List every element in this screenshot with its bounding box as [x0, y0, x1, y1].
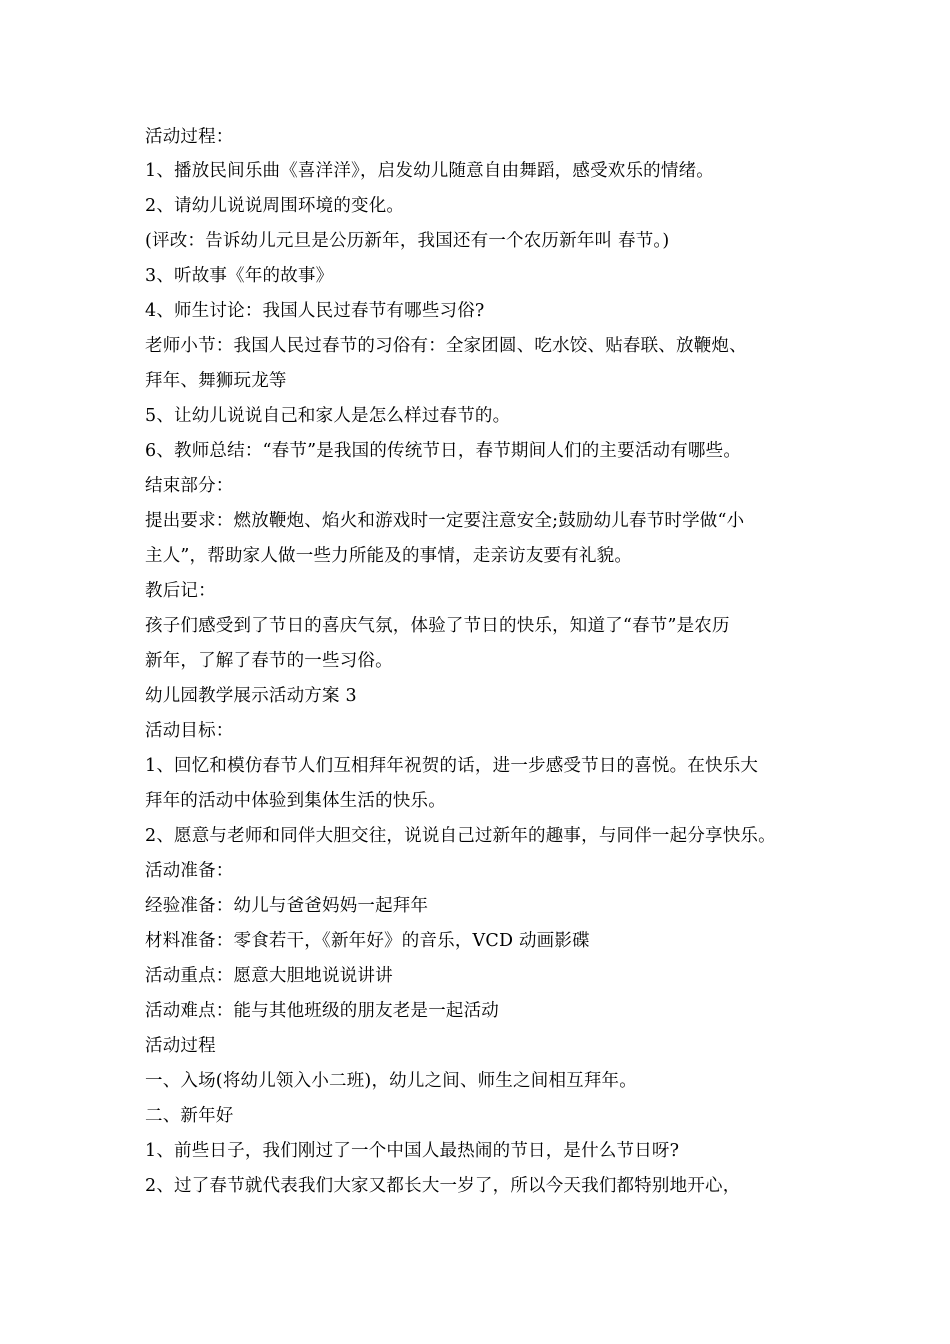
text-line: 材料准备：零食若干，《新年好》的音乐，VCD 动画影碟 — [145, 931, 590, 951]
text-line: (评改：告诉幼儿元旦是公历新年，我国还有一个农历新年叫 春节。) — [145, 231, 670, 251]
text-line: 结束部分： — [145, 476, 234, 496]
text-line: 活动难点：能与其他班级的朋友老是一起活动 — [145, 1001, 499, 1021]
text-line: 2、请幼儿说说周围环境的变化。 — [145, 196, 405, 216]
text-line: 老师小节：我国人民过春节的习俗有：全家团圆、吃水饺、贴春联、放鞭炮、 — [145, 336, 747, 356]
text-line: 新年，了解了春节的一些习俗。 — [145, 651, 393, 671]
text-line: 主人”，帮助家人做一些力所能及的事情，走亲访友要有礼貌。 — [145, 546, 633, 566]
text-line: 经验准备：幼儿与爸爸妈妈一起拜年 — [145, 896, 429, 916]
text-line: 活动过程 — [145, 1036, 216, 1056]
text-line: 6、教师总结：“春节”是我国的传统节日，春节期间人们的主要活动有哪些。 — [145, 441, 742, 461]
text-line: 1、播放民间乐曲《喜洋洋》，启发幼儿随意自由舞蹈，感受欢乐的情绪。 — [145, 161, 714, 181]
text-line: 二、新年好 — [145, 1106, 234, 1126]
text-line: 2、过了春节就代表我们大家又都长大一岁了，所以今天我们都特别地开心， — [145, 1176, 741, 1196]
text-line: 5、让幼儿说说自己和家人是怎么样过春节的。 — [145, 406, 511, 426]
text-line: 活动重点：愿意大胆地说说讲讲 — [145, 966, 393, 986]
text-line: 孩子们感受到了节日的喜庆气氛，体验了节日的快乐，知道了“春节”是农历 — [145, 616, 730, 636]
text-line: 活动准备： — [145, 861, 234, 881]
text-line: 1、回忆和模仿春节人们互相拜年祝贺的话，进一步感受节日的喜悦。在快乐大 — [145, 756, 759, 776]
text-line: 1、前些日子，我们刚过了一个中国人最热闹的节日，是什么节日呀? — [145, 1141, 680, 1161]
text-line: 拜年、舞狮玩龙等 — [145, 371, 287, 391]
text-line: 活动过程： — [145, 127, 234, 147]
document-body — [145, 120, 815, 1204]
section-heading: 幼儿园教学展示活动方案 3 — [145, 686, 357, 706]
text-line: 活动目标： — [145, 721, 234, 741]
text-line: 3、听故事《年的故事》 — [145, 266, 334, 286]
text-line: 4、师生讨论：我国人民过春节有哪些习俗? — [145, 301, 485, 321]
text-line: 教后记： — [145, 581, 216, 601]
text-line: 2、愿意与老师和同伴大胆交往，说说自己过新年的趣事，与同伴一起分享快乐。 — [145, 826, 776, 846]
text-line: 拜年的活动中体验到集体生活的快乐。 — [145, 791, 446, 811]
text-line: 提出要求：燃放鞭炮、焰火和游戏时一定要注意安全;鼓励幼儿春节时学做“小 — [145, 511, 745, 531]
text-line: 一、入场(将幼儿领入小二班)，幼儿之间、师生之间相互拜年。 — [145, 1071, 637, 1091]
